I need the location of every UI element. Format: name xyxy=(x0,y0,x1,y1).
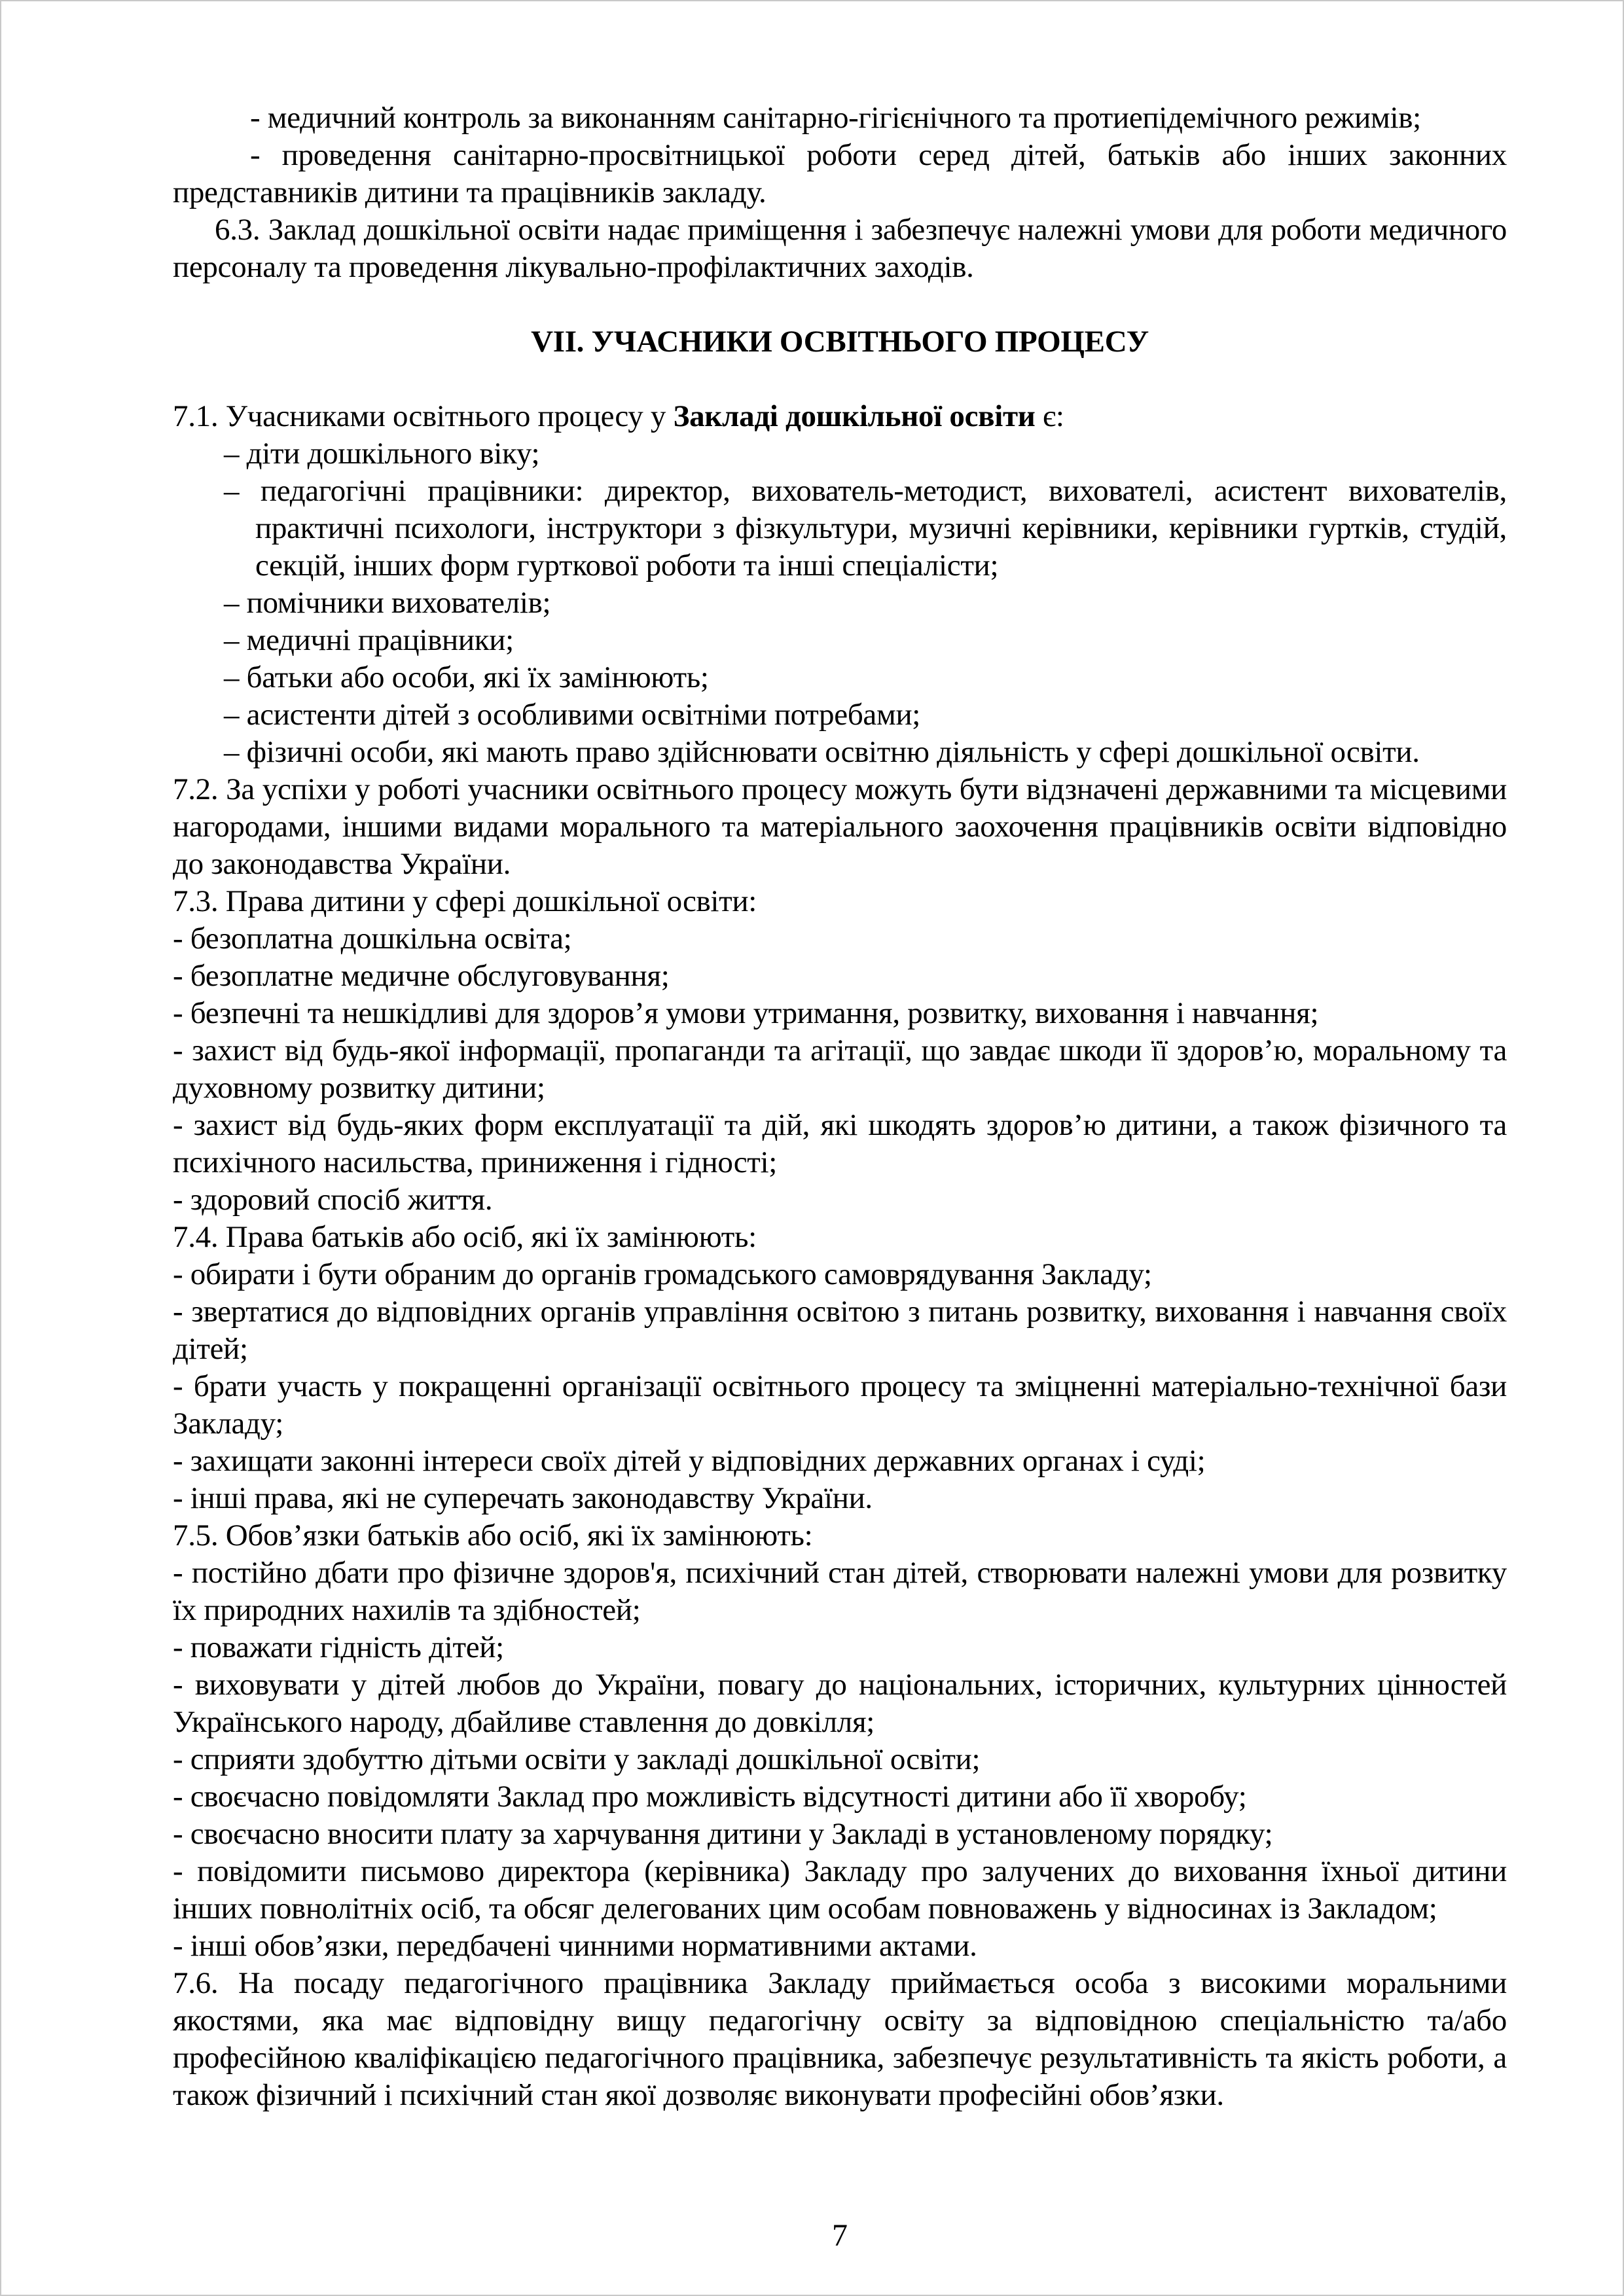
paragraph xyxy=(173,1293,1507,1368)
paragraph xyxy=(173,1778,1507,1816)
text-run: - захищати законні інтереси своїх дітей у відповідних державних органах і суді; xyxy=(173,1444,1206,1478)
list-item xyxy=(173,734,1507,771)
text-run: - постійно дбати про фізичне здоров'я, психічний стан дітей, створювати належні умови для розвитку їх природних нахилів та здібностей; xyxy=(173,1556,1507,1627)
text-run: - безпечні та нешкідливі для здоров’я умови утримання, розвитку, виховання і навчання; xyxy=(173,996,1319,1030)
text-run: – діти дошкільного віку; xyxy=(224,437,540,471)
paragraph xyxy=(173,1256,1507,1293)
text-run: - звертатися до відповідних органів управління освітою з питань розвитку, виховання і навчання своїх дітей; xyxy=(173,1295,1507,1366)
document-body xyxy=(173,99,1507,2114)
text-run: - брати участь у покращенні організації освітнього процесу та зміцненні матеріально-технічної бази Закладу; xyxy=(173,1369,1507,1441)
text-run: 6.3. Заклад дошкільної освіти надає приміщення і забезпечує належні умови для роботи медичного персоналу та проведення лікувально-профілактичних заходів. xyxy=(173,213,1507,284)
list-item xyxy=(173,659,1507,696)
text-run: – асистенти дітей з особливими освітніми потребами; xyxy=(224,698,921,732)
paragraph xyxy=(173,995,1507,1032)
paragraph xyxy=(173,958,1507,995)
paragraph xyxy=(173,1928,1507,1965)
text-run: - здоровий спосіб життя. xyxy=(173,1183,493,1217)
list-item xyxy=(173,622,1507,659)
text-run: 7.6. На посаду педагогічного працівника Закладу приймається особа з високими моральними якостями, яка має відповідну вищу педагогічну освіту за відповідною спеціальністю та/або професійною кваліфікацією педагогічного працівника, забезпечує результативність та якість роботи, а також фізичний і психічний стан якої дозволяє виконувати професійні обов’язки. xyxy=(173,1966,1507,2112)
paragraph xyxy=(173,1032,1507,1107)
text-run: 7.4. Права батьків або осіб, які їх замінюють: xyxy=(173,1220,757,1254)
text-run: VII. УЧАСНИКИ ОСВІТНЬОГО ПРОЦЕСУ xyxy=(531,325,1149,359)
paragraph xyxy=(173,920,1507,958)
paragraph xyxy=(173,1853,1507,1928)
paragraph xyxy=(173,771,1507,883)
paragraph xyxy=(173,398,1507,435)
text-run: 7.5. Обов’язки батьків або осіб, які їх замінюють: xyxy=(173,1518,813,1552)
text-run: – помічники вихователів; xyxy=(224,586,551,620)
text-run: Закладі дошкільної освіти xyxy=(673,399,1036,433)
paragraph xyxy=(173,1368,1507,1443)
text-run: є: xyxy=(1035,399,1064,433)
text-run: - захист від будь-якої інформації, пропаганди та агітації, що завдає шкоди її здоров’ю, моральному та духовному розвитку дитини; xyxy=(173,1033,1507,1105)
paragraph xyxy=(173,1219,1507,1256)
text-run: - медичний контроль за виконанням санітарно-гігієнічного та протиепідемічного режимів; xyxy=(250,101,1421,135)
text-run: - безоплатне медичне обслуговування; xyxy=(173,959,670,993)
page-number: 7 xyxy=(832,2218,848,2253)
paragraph xyxy=(173,1517,1507,1554)
text-run: - обирати і бути обраним до органів громадського самоврядування Закладу; xyxy=(173,1257,1152,1291)
list-item xyxy=(173,435,1507,473)
paragraph xyxy=(173,211,1507,286)
text-run: – батьки або особи, які їх замінюють; xyxy=(224,660,709,694)
text-run: - інші обов’язки, передбачені чинними нормативними актами. xyxy=(173,1929,977,1963)
list-item xyxy=(173,584,1507,622)
text-run: - виховувати у дітей любов до України, повагу до національних, історичних, культурних цінностей Українського народу, дбайливе ставлення до довкілля; xyxy=(173,1668,1507,1739)
paragraph xyxy=(173,1965,1507,2114)
paragraph xyxy=(173,1443,1507,1480)
section-heading xyxy=(173,323,1507,361)
paragraph xyxy=(173,883,1507,920)
text-run: - проведення санітарно-просвітницької роботи серед дітей, батьків або інших законних представників дитини та працівників закладу. xyxy=(173,138,1507,209)
paragraph xyxy=(173,1629,1507,1666)
paragraph xyxy=(173,99,1507,137)
text-run: - безоплатна дошкільна освіта; xyxy=(173,922,572,956)
paragraph xyxy=(173,1816,1507,1853)
text-run: 7.2. За успіхи у роботі учасники освітнього процесу можуть бути відзначені державними та місцевими нагородами, іншими видами морального та матеріального заохочення працівників освіти відповідно до законодавства України. xyxy=(173,772,1507,881)
text-run: - своєчасно повідомляти Заклад про можливість відсутності дитини або її хворобу; xyxy=(173,1780,1247,1814)
text-run: - сприяти здобуттю дітьми освіти у закладі дошкільної освіти; xyxy=(173,1742,981,1776)
paragraph xyxy=(173,1554,1507,1629)
text-run: 7.3. Права дитини у сфері дошкільної освіти: xyxy=(173,884,757,918)
paragraph xyxy=(173,1107,1507,1181)
text-run: - інші права, які не суперечать законодавству України. xyxy=(173,1481,873,1515)
text-run: - своєчасно вносити плату за харчування дитини у Закладі в установленому порядку; xyxy=(173,1817,1273,1851)
text-run: – медичні працівники; xyxy=(224,623,514,657)
paragraph xyxy=(173,1741,1507,1778)
text-run: – фізичні особи, які мають право здійснювати освітню діяльність у сфері дошкільної освіти. xyxy=(224,735,1420,769)
text-run: - захист від будь-яких форм експлуатації та дій, які шкодять здоров’ю дитини, а також фізичного та психічного насильства, приниження і гідності; xyxy=(173,1108,1507,1179)
paragraph xyxy=(173,1181,1507,1219)
text-run: - повідомити письмово директора (керівника) Закладу про залучених до виховання їхньої дитини інших повнолітніх осіб, та обсяг делегованих цим особам повноважень у відносинах із Закладом; xyxy=(173,1854,1507,1926)
text-run: - поважати гідність дітей; xyxy=(173,1630,504,1664)
paragraph xyxy=(173,137,1507,211)
paragraph xyxy=(173,1666,1507,1741)
text-run: 7.1. Учасниками освітнього процесу у xyxy=(173,399,674,433)
paragraph xyxy=(173,1480,1507,1517)
list-item xyxy=(173,696,1507,734)
list-item xyxy=(173,473,1507,584)
text-run: – педагогічні працівники: директор, вихователь-методист, вихователі, асистент вихователів, практичні психологи, інструктори з фізкультури, музичні керівники, керівники гуртків, студій, секцій, інших форм гурткової роботи та інші спеціалісти; xyxy=(224,474,1507,583)
